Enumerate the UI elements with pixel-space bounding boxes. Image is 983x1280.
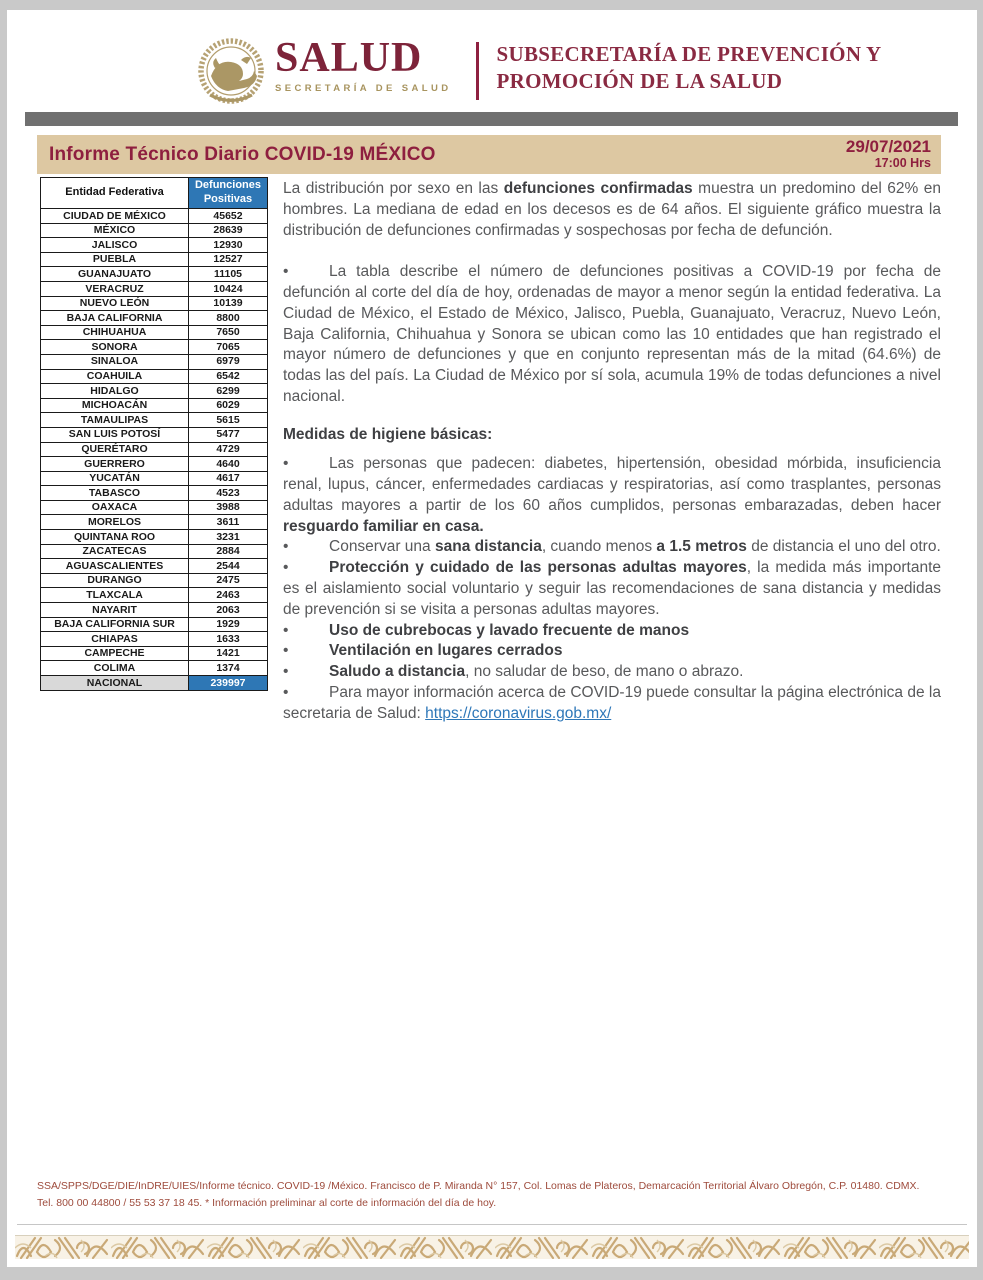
state-name-cell: CIUDAD DE MÉXICO (41, 209, 189, 224)
state-value-cell: 3988 (189, 500, 268, 515)
text: , la medida más importante es el aislamiento social voluntario y seguir las recomendaciones de sana distancia y medidas de prevención si se visita a personas adultas mayores. (283, 559, 942, 618)
bold-text: Saludo a distancia (329, 663, 466, 681)
footer-rule (17, 1224, 967, 1225)
state-value-cell: 12527 (189, 252, 268, 267)
state-value-cell: 4523 (189, 486, 268, 501)
table-row (41, 573, 268, 588)
table-row (41, 413, 268, 428)
bold-text: defunciones confirmadas (503, 180, 693, 197)
state-value-cell: 1421 (189, 646, 268, 661)
state-name-cell: JALISCO (41, 238, 189, 253)
footer-line2: Tel. 800 00 44800 / 55 53 37 18 45. * Información preliminar al corte de información del día de hoy. (37, 1196, 497, 1209)
section-heading (283, 425, 941, 446)
table-row (41, 223, 268, 238)
state-name-cell: COAHUILA (41, 369, 189, 384)
bullet-icon: • (283, 642, 289, 660)
text: Para mayor información acerca de COVID-19 puede consultar la página electrónica de la secretaria de Salud: (283, 683, 941, 722)
coronavirus-link[interactable]: https://coronavirus.gob.mx/ (425, 704, 612, 722)
bullet-icon: • (283, 663, 289, 681)
state-value-cell: 10139 (189, 296, 268, 311)
state-name-cell: TABASCO (41, 486, 189, 501)
table-row (41, 325, 268, 340)
table-row (41, 340, 268, 355)
state-name-cell: GUANAJUATO (41, 267, 189, 282)
table-row (41, 486, 268, 501)
table-row (41, 559, 268, 574)
mexican-eagle-emblem-icon (197, 38, 265, 110)
report-date-block (846, 138, 931, 170)
report-date: 29/07/2021 (845, 137, 931, 157)
state-value-cell: 7065 (189, 340, 268, 355)
state-name-cell: PUEBLA (41, 252, 189, 267)
table-row (41, 588, 268, 603)
bullet-item (283, 662, 941, 683)
paragraph (283, 179, 941, 241)
state-value-cell: 2544 (189, 559, 268, 574)
state-name-cell: NACIONAL (41, 676, 189, 691)
state-name-cell: TAMAULIPAS (41, 413, 189, 428)
table-row (41, 530, 268, 545)
table-row (41, 354, 268, 369)
table-header-row (41, 178, 268, 209)
text: La tabla describe el número de defunciones positivas a COVID-19 por fecha de defunción al corte del día de hoy, ordenadas de mayor a menor según la entidad federativa. La Ciudad de México, el Estado de México, Jalisco, Puebla, Guanajuato, Veracruz, Nuevo León, Baja California, Chihuahua y Sonora se ubican como las 10 entidades que han registrado el mayor número de defunciones y que en conjunto representan más de la mitad (64.6%) de todas las del país. La Ciudad de México por sí sola, acumula 19% de todas defunciones a nivel nacional. (283, 263, 941, 405)
ornament-pattern-icon (15, 1236, 969, 1259)
text: Conservar una (329, 538, 435, 556)
table-row (41, 457, 268, 472)
brand-wordmark: SALUD (275, 35, 423, 81)
header (7, 10, 977, 108)
table-row (41, 311, 268, 326)
state-name-cell: CHIHUAHUA (41, 325, 189, 340)
state-value-cell: 8800 (189, 311, 268, 326)
table-row (41, 632, 268, 647)
defunciones-column-header: Defunciones Positivas (189, 178, 268, 209)
state-name-cell: VERACRUZ (41, 281, 189, 296)
state-value-cell: 2475 (189, 573, 268, 588)
bold-text: Ventilación en lugares cerrados (329, 642, 563, 660)
state-value-cell: 45652 (189, 209, 268, 224)
state-value-cell: 5477 (189, 427, 268, 442)
bullet-item (283, 683, 941, 725)
table-row (41, 617, 268, 632)
top-gray-bar (25, 112, 958, 126)
table-row (41, 384, 268, 399)
bold-text: a 1.5 metros (656, 538, 747, 556)
state-value-cell: 11105 (189, 267, 268, 282)
brand-subtitle: SECRETARÍA DE SALUD (275, 83, 452, 94)
state-name-cell: OAXACA (41, 500, 189, 515)
text: , cuando menos (541, 538, 657, 556)
state-value-cell: 239997 (189, 676, 268, 691)
state-name-cell: COLIMA (41, 661, 189, 676)
table-row (41, 646, 268, 661)
state-value-cell: 10424 (189, 281, 268, 296)
bold-text: Protección y cuidado de las personas adultas mayores (329, 559, 747, 577)
table-row (41, 442, 268, 457)
text: de distancia el uno del otro. (746, 538, 941, 556)
state-value-cell: 1633 (189, 632, 268, 647)
brand-block (275, 36, 452, 94)
state-value-cell: 4617 (189, 471, 268, 486)
state-table-body (41, 209, 268, 691)
state-value-cell: 3231 (189, 530, 268, 545)
bullet-item (283, 454, 941, 537)
state-name-cell: SAN LUIS POTOSÍ (41, 427, 189, 442)
state-name-cell: TLAXCALA (41, 588, 189, 603)
footer-note (37, 1178, 949, 1211)
bullet-icon: • (283, 263, 289, 281)
state-name-cell: DURANGO (41, 573, 189, 588)
text: La distribución por sexo en las (283, 180, 504, 197)
state-value-cell: 12930 (189, 238, 268, 253)
text: Medidas de higiene básicas: (283, 425, 493, 443)
state-name-cell: MÉXICO (41, 223, 189, 238)
state-value-cell: 2063 (189, 603, 268, 618)
state-name-cell: MICHOACÁN (41, 398, 189, 413)
state-value-cell: 2463 (189, 588, 268, 603)
text: muestra un predomino del 62% en hombres. La mediana de edad en los decesos es de 64 años. El siguiente gráfico muestra la distribución de defunciones confirmadas y sospechosas por fecha de defunción. (283, 180, 941, 239)
states-table (40, 177, 268, 691)
bullet-icon: • (283, 621, 289, 639)
report-time: 17:00 Hrs (874, 155, 931, 170)
table-row (41, 281, 268, 296)
state-name-cell: YUCATÁN (41, 471, 189, 486)
subsecretaria-line1: SUBSECRETARÍA DE PREVENCIÓN Y (496, 42, 882, 66)
state-name-cell: SONORA (41, 340, 189, 355)
state-value-cell: 2884 (189, 544, 268, 559)
bullet-icon: • (283, 538, 289, 556)
bold-text: resguardo familiar en casa. (283, 517, 484, 535)
state-value-cell: 1374 (189, 661, 268, 676)
state-name-cell: QUINTANA ROO (41, 530, 189, 545)
report-text (283, 177, 941, 724)
state-value-cell: 6299 (189, 384, 268, 399)
ornament-border (15, 1235, 969, 1259)
bullet-item (283, 262, 941, 407)
state-name-cell: CAMPECHE (41, 646, 189, 661)
state-name-cell: GUERRERO (41, 457, 189, 472)
bullet-icon: • (283, 683, 289, 701)
state-value-cell: 6029 (189, 398, 268, 413)
bullet-icon: • (283, 455, 289, 473)
state-value-cell: 5615 (189, 413, 268, 428)
table-row (41, 369, 268, 384)
bullet-item (283, 621, 941, 642)
table-row (41, 296, 268, 311)
report-title: Informe Técnico Diario COVID-19 MÉXICO (49, 143, 436, 165)
table-total-row (41, 676, 268, 691)
table-row (41, 544, 268, 559)
state-name-cell: AGUASCALIENTES (41, 559, 189, 574)
state-name-cell: SINALOA (41, 354, 189, 369)
state-value-cell: 3611 (189, 515, 268, 530)
state-name-cell: BAJA CALIFORNIA SUR (41, 617, 189, 632)
document-page (7, 10, 977, 1267)
state-name-cell: ZACATECAS (41, 544, 189, 559)
bullet-item (283, 641, 941, 662)
report-title-bar (37, 135, 941, 174)
bullet-item (283, 558, 941, 620)
state-value-cell: 4640 (189, 457, 268, 472)
state-name-cell: HIDALGO (41, 384, 189, 399)
subsecretaria-title (497, 36, 882, 95)
entidad-column-header: Entidad Federativa (41, 178, 189, 209)
table-row (41, 238, 268, 253)
state-name-cell: CHIAPAS (41, 632, 189, 647)
bold-text: Uso de cubrebocas y lavado frecuente de manos (329, 621, 690, 639)
state-value-cell: 6979 (189, 354, 268, 369)
state-value-cell: 28639 (189, 223, 268, 238)
state-name-cell: NAYARIT (41, 603, 189, 618)
subsecretaria-line2: PROMOCIÓN DE LA SALUD (496, 69, 783, 93)
table-row (41, 603, 268, 618)
state-name-cell: BAJA CALIFORNIA (41, 311, 189, 326)
state-value-cell: 4729 (189, 442, 268, 457)
table-row (41, 500, 268, 515)
text: Las personas que padecen: diabetes, hipertensión, obesidad mórbida, insuficiencia renal, lupus, cáncer, enfermedades cardiacas y respiratorias, así como trasplantes, personas adultas mayores a partir de los 60 años cumplidos, personas embarazadas, deben hacer (283, 455, 941, 514)
bold-text: sana distancia (434, 538, 542, 556)
table-row (41, 515, 268, 530)
table-row (41, 267, 268, 282)
table-row (41, 398, 268, 413)
bullet-icon: • (283, 559, 289, 577)
text: , no saludar de beso, de mano o abrazo. (465, 663, 744, 681)
state-value-cell: 7650 (189, 325, 268, 340)
footer-line1: SSA/SPPS/DGE/DIE/InDRE/UIES/Informe técnico. COVID-19 /México. Francisco de P. Miranda N° 157, Col. Lomas de Plateros, Demarcación Territorial Álvaro Obregón, C.P. 01480. CDMX. (37, 1180, 920, 1193)
table-row (41, 209, 268, 224)
header-divider (476, 42, 479, 100)
table-row (41, 471, 268, 486)
content-area (40, 177, 941, 724)
table-row (41, 427, 268, 442)
table-row (41, 252, 268, 267)
state-name-cell: NUEVO LEÓN (41, 296, 189, 311)
state-name-cell: QUERÉTARO (41, 442, 189, 457)
state-name-cell: MORELOS (41, 515, 189, 530)
table-row (41, 661, 268, 676)
state-value-cell: 1929 (189, 617, 268, 632)
state-value-cell: 6542 (189, 369, 268, 384)
bullet-item (283, 537, 941, 558)
